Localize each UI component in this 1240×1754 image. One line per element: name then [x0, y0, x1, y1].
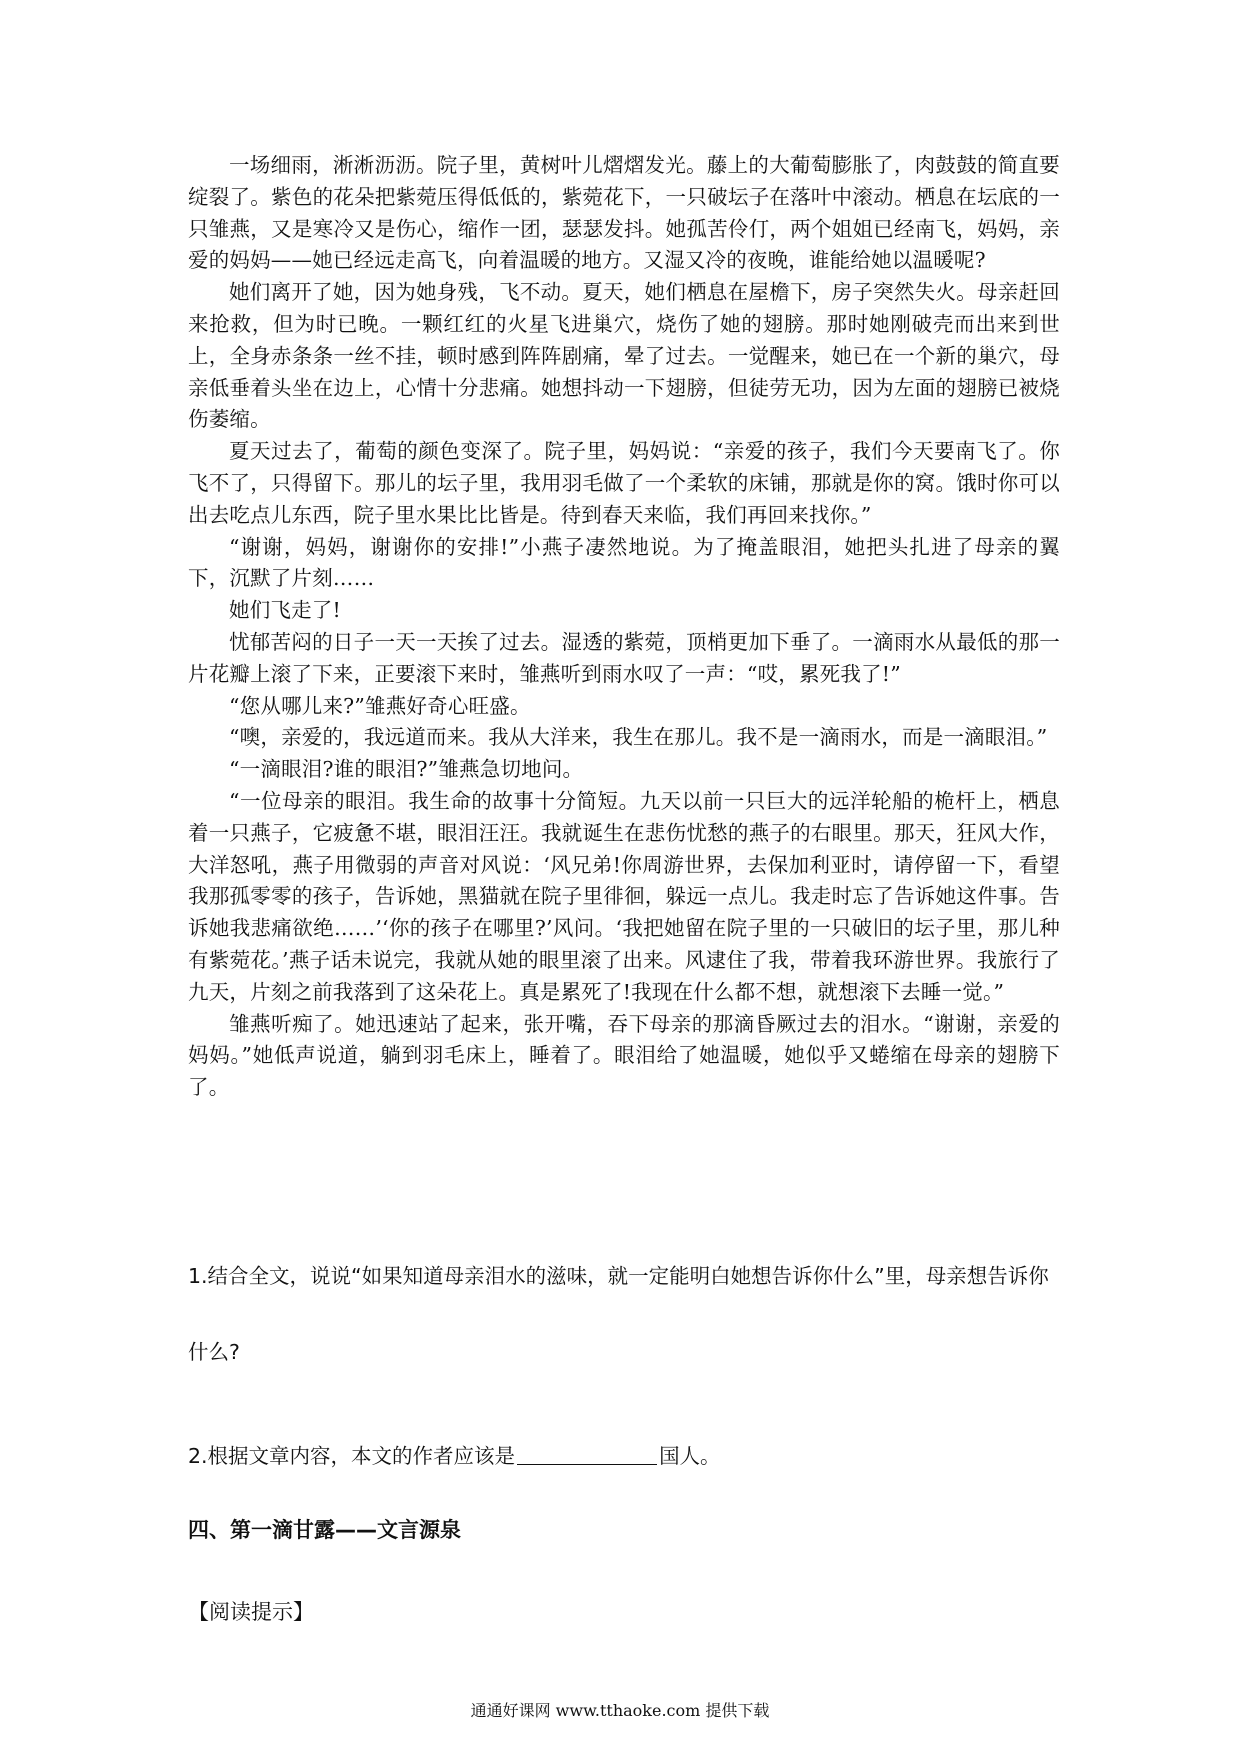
question-2-suffix: 国人。	[659, 1444, 721, 1468]
story-paragraph: 她们飞走了!	[229, 598, 341, 623]
question-2-text: 2.根据文章内容，本文的作者应该是	[188, 1444, 516, 1468]
section-title: 四、第一滴甘露——文言源泉	[188, 1518, 461, 1542]
question-2	[188, 1436, 1060, 1476]
story-body	[188, 150, 1060, 1104]
story-paragraph: “您从哪儿来?”雏燕好奇心旺盛。	[229, 693, 531, 718]
story-paragraph: 夏天过去了，葡萄的颜色变深了。院子里，妈妈说：“亲爱的孩子，我们今天要南飞了。你飞不了，只得留下。那儿的坛子里，我用羽毛做了一个柔软的床铺，那就是你的窝。饿时你可以出去吃点儿东西，院子里水果比比皆是。待到春天来临，我们再回来找你。”	[188, 439, 1060, 527]
story-paragraph: 一场细雨，淅淅沥沥。院子里，黄树叶儿熠熠发光。藤上的大葡萄膨胀了，肉鼓鼓的简直要绽裂了。紫色的花朵把紫菀压得低低的，紫菀花下，一只破坛子在落叶中滚动。栖息在坛底的一只雏燕，又是寒冷又是伤心，缩作一团，瑟瑟发抖。她孤苦伶仃，两个姐姐已经南飞，妈妈，亲爱的妈妈——她已经远走高飞，向着温暖的地方。又湿又冷的夜晚，谁能给她以温暖呢?	[188, 153, 1060, 273]
reading-hint: 【阅读提示】	[188, 1600, 314, 1624]
footer-credit: 通通好课网 www.tthaoke.com 提供下载	[470, 1701, 770, 1720]
question-1: 1.结合全文，说说“如果知道母亲泪水的滋味，就一定能明白她想告诉你什么”里，母亲想告诉你什么?	[188, 1264, 1049, 1364]
story-paragraph: 忧郁苦闷的日子一天一天挨了过去。湿透的紫菀，顶梢更加下垂了。一滴雨水从最低的那一片花瓣上滚了下来，正要滚下来时，雏燕听到雨水叹了一声：“哎，累死我了!”	[188, 629, 1060, 686]
story-paragraph: “一滴眼泪?谁的眼泪?”雏燕急切地问。	[229, 757, 584, 782]
story-paragraph: 她们离开了她，因为她身残，飞不动。夏天，她们栖息在屋檐下，房子突然失火。母亲赶回来抢救，但为时已晚。一颗红红的火星飞进巢穴，烧伤了她的翅膀。那时她刚破壳而出来到世上，全身赤条条一丝不挂，顿时感到阵阵剧痛，晕了过去。一觉醒来，她已在一个新的巢穴，母亲低垂着头坐在边上，心情十分悲痛。她想抖动一下翅膀，但徒劳无功，因为左面的翅膀已被烧伤萎缩。	[188, 280, 1060, 432]
story-paragraph: “噢，亲爱的，我远道而来。我从大洋来，我生在那儿。我不是一滴雨水，而是一滴眼泪。”	[229, 725, 1048, 750]
story-paragraph: “一位母亲的眼泪。我生命的故事十分简短。九天以前一只巨大的远洋轮船的桅杆上，栖息着一只燕子，它疲惫不堪，眼泪汪汪。我就诞生在悲伤忧愁的燕子的右眼里。那天，狂风大作，大洋怒吼，燕子用微弱的声音对风说：‘风兄弟!你周游世界，去保加利亚时，请停留一下，看望我那孤零零的孩子，告诉她，黑猫就在院子里徘徊，躲远一点儿。我走时忘了告诉她这件事。告诉她我悲痛欲绝……’‘你的孩子在哪里?’风问。‘我把她留在院子里的一只破旧的坛子里，那儿种有紫菀花。’燕子话未说完，我就从她的眼里滚了出来。风逮住了我，带着我环游世界。我旅行了九天，片刻之前我落到了这朵花上。真是累死了!我现在什么都不想，就想滚下去睡一觉。”	[188, 788, 1060, 1004]
story-paragraph: “谢谢，妈妈，谢谢你的安排!”小燕子凄然地说。为了掩盖眼泪，她把头扎进了母亲的翼下，沉默了片刻……	[188, 534, 1060, 591]
answer-blank[interactable]	[517, 1442, 657, 1465]
story-paragraph: 雏燕听痴了。她迅速站了起来，张开嘴，吞下母亲的那滴昏厥过去的泪水。“谢谢，亲爱的妈妈。”她低声说道，躺到羽毛床上，睡着了。眼泪给了她温暖，她似乎又蜷缩在母亲的翅膀下了。	[188, 1011, 1060, 1100]
